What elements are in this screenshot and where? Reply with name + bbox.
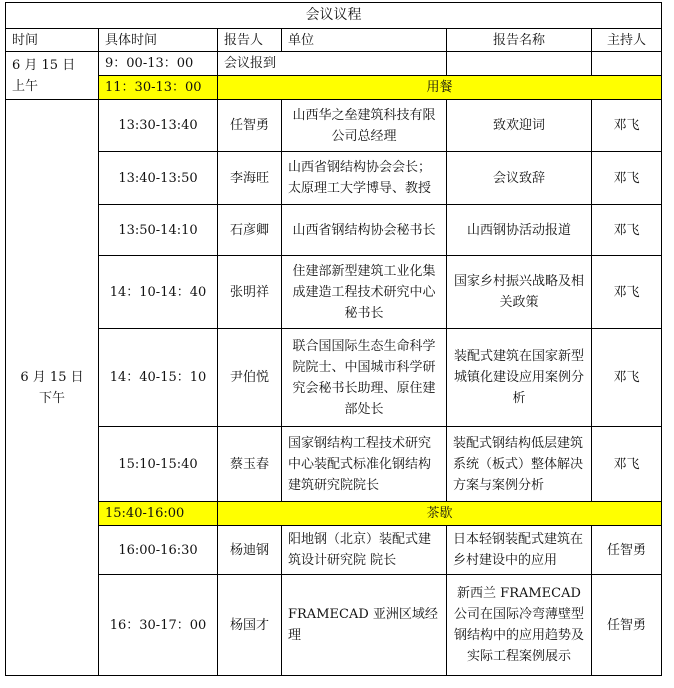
talk-time: 15:10-15:40 xyxy=(99,427,218,502)
table-row xyxy=(6,427,662,502)
talk-unit: 国家钢结构工程技术研究中心装配式标准化钢结构建筑研究院院长 xyxy=(282,427,447,502)
header-host: 主持人 xyxy=(592,29,662,52)
talk-host: 邓飞 xyxy=(592,205,662,256)
talk-title: 山西钢协活动报道 xyxy=(447,205,592,256)
title-row xyxy=(6,3,662,29)
talk-title: 装配式钢结构低层建筑系统（板式）整体解决方案与案例分析 xyxy=(447,427,592,502)
talk-time: 16：30-17：00 xyxy=(99,575,218,676)
meal-label: 用餐 xyxy=(218,76,662,100)
afternoon-date: 6 月 15 日 xyxy=(20,369,84,385)
talk-speaker: 张明祥 xyxy=(218,256,282,329)
registration-row xyxy=(6,52,662,76)
talk-time: 14：10-14：40 xyxy=(99,256,218,329)
afternoon-period: 下午 xyxy=(38,390,65,406)
talk-host: 任智勇 xyxy=(592,526,662,575)
talk-unit: 山西省钢结构协会会长；太原理工大学博导、教授 xyxy=(282,152,447,205)
header-time: 时间 xyxy=(6,29,99,52)
header-report-title: 报告名称 xyxy=(447,29,592,52)
talk-speaker: 杨迪钢 xyxy=(218,526,282,575)
afternoon-date-cell xyxy=(6,100,99,676)
talk-unit: FRAMECAD 亚洲区域经理 xyxy=(282,575,447,676)
table-row xyxy=(6,256,662,329)
talk-host: 邓飞 xyxy=(592,256,662,329)
table-row xyxy=(6,329,662,427)
table-row xyxy=(6,205,662,256)
talk-host: 邓飞 xyxy=(592,427,662,502)
talk-host: 邓飞 xyxy=(592,152,662,205)
talk-speaker: 李海旺 xyxy=(218,152,282,205)
header-row xyxy=(6,29,662,52)
header-detail-time: 具体时间 xyxy=(99,29,218,52)
talk-host: 邓飞 xyxy=(592,100,662,152)
table-row xyxy=(6,526,662,575)
morning-period: 上午 xyxy=(12,78,39,94)
tea-break-time: 15:40-16:00 xyxy=(99,502,218,526)
talk-time: 13:40-13:50 xyxy=(99,152,218,205)
agenda-table xyxy=(5,2,662,676)
meal-row xyxy=(6,76,662,100)
header-unit: 单位 xyxy=(282,29,447,52)
talk-speaker: 杨国才 xyxy=(218,575,282,676)
tea-break-label: 茶歇 xyxy=(218,502,662,526)
talk-time: 16:00-16:30 xyxy=(99,526,218,575)
talk-host: 任智勇 xyxy=(592,575,662,676)
header-speaker: 报告人 xyxy=(218,29,282,52)
talk-speaker: 尹伯悦 xyxy=(218,329,282,427)
talk-unit: 山西华之垒建筑科技有限公司总经理 xyxy=(282,100,447,152)
talk-speaker: 石彦卿 xyxy=(218,205,282,256)
talk-speaker: 蔡玉春 xyxy=(218,427,282,502)
talk-time: 13:30-13:40 xyxy=(99,100,218,152)
morning-date-cell xyxy=(6,52,99,100)
talk-unit: 阳地钢（北京）装配式建筑设计研究院 院长 xyxy=(282,526,447,575)
agenda-title: 会议议程 xyxy=(6,3,662,29)
meal-time: 11：30-13：00 xyxy=(99,76,218,100)
talk-title: 会议致辞 xyxy=(447,152,592,205)
table-row xyxy=(6,152,662,205)
tea-break-row xyxy=(6,502,662,526)
registration-label: 会议报到 xyxy=(218,52,447,76)
morning-date: 6 月 15 日 xyxy=(12,57,76,73)
talk-unit: 联合国国际生态生命科学院院士、中国城市科学研究会秘书长助理、原住建部处长 xyxy=(282,329,447,427)
talk-title: 装配式建筑在国家新型城镇化建设应用案例分析 xyxy=(447,329,592,427)
table-row xyxy=(6,100,662,152)
talk-unit: 山西省钢结构协会秘书长 xyxy=(282,205,447,256)
talk-title: 致欢迎词 xyxy=(447,100,592,152)
talk-time: 14：40-15：10 xyxy=(99,329,218,427)
talk-speaker: 任智勇 xyxy=(218,100,282,152)
talk-title: 国家乡村振兴战略及相关政策 xyxy=(447,256,592,329)
registration-time: 9：00-13：00 xyxy=(99,52,218,76)
talk-time: 13:50-14:10 xyxy=(99,205,218,256)
talk-title: 新西兰 FRAMECAD 公司在国际冷弯薄壁型钢结构中的应用趋势及实际工程案例展示 xyxy=(447,575,592,676)
table-row xyxy=(6,575,662,676)
talk-host: 邓飞 xyxy=(592,329,662,427)
talk-title: 日本轻钢装配式建筑在乡村建设中的应用 xyxy=(447,526,592,575)
talk-unit: 住建部新型建筑工业化集成建造工程技术研究中心秘书长 xyxy=(282,256,447,329)
